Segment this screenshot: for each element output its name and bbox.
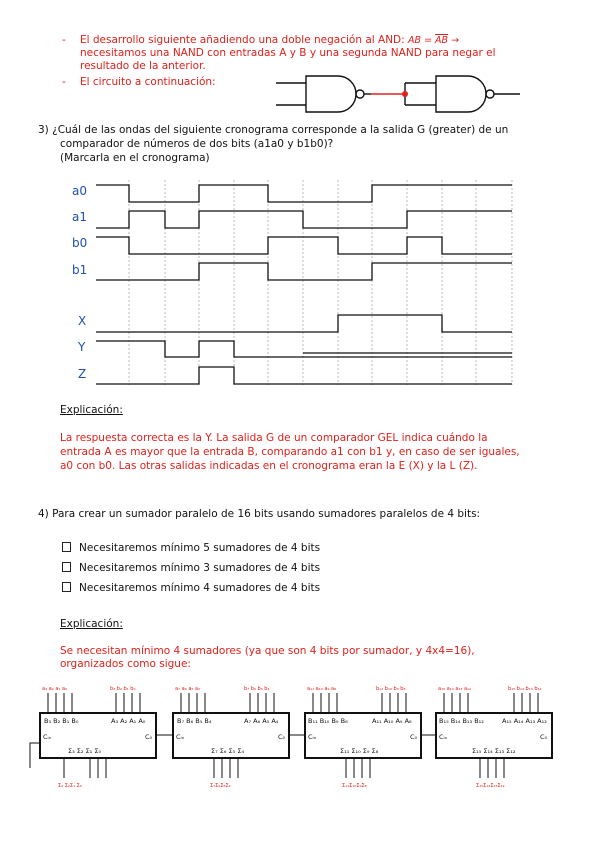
- svg-text:b₁₁ b₁₀ b₉ b₈: b₁₁ b₁₀ b₉ b₈: [376, 686, 406, 692]
- svg-text:a₁₁ a₁₀ a₉ a₈: a₁₁ a₁₀ a₉ a₈: [307, 686, 337, 692]
- q3-explanation: [60, 431, 520, 473]
- svg-text:Σ₇Σ₆Σ₅Σ₄: Σ₇Σ₆Σ₅Σ₄: [210, 783, 231, 789]
- adders-diagram: [28, 683, 558, 795]
- q4-text: 4) Para crear un sumador paralelo de 16 bits usando sumadores paralelos de 4 bits:: [38, 508, 481, 520]
- q3-explanation-title: Explicación:: [60, 404, 123, 416]
- timing-diagram: [60, 175, 520, 390]
- adder-4-cout: C₀: [540, 733, 548, 741]
- adder-2-cin: Cᵢₙ: [176, 733, 185, 741]
- adder-3-cin: Cᵢₙ: [308, 733, 317, 741]
- option-1[interactable]: [62, 542, 320, 554]
- q3-line2: comparador de números de dos bits (a1a0 y b1b0)?: [60, 138, 334, 150]
- dash-bullet-2: -: [62, 76, 66, 88]
- wave-z: [96, 367, 338, 384]
- wave-a1: [96, 211, 512, 228]
- option-3-label: Necesitaremos mínimo 4 sumadores de 4 bits: [79, 582, 321, 594]
- q3-exp-line2: entrada A es mayor que la entrada B, comparando a1 con b1 y, en caso de ser iguales,: [60, 446, 520, 458]
- dash-bullet: -: [62, 34, 66, 46]
- adder-3-b-inputs: B₁₁ B₁₀ B₉ B₈: [308, 717, 348, 725]
- checkbox-option-3[interactable]: [62, 582, 71, 592]
- wave-label-z: Z: [78, 367, 87, 381]
- svg-text:Σ₁₅Σ₁₄Σ₁₃Σ₁₂: Σ₁₅Σ₁₄Σ₁₃Σ₁₂: [476, 783, 505, 789]
- bullet2-text: El circuito a continuación:: [80, 76, 216, 88]
- wave-y-low: [96, 341, 303, 357]
- adder-4-b-inputs: B₁₅ B₁₄ B₁₃ B₁₂: [439, 717, 484, 725]
- adder-1-b-inputs: B₃ B₂ B₁ B₀: [44, 717, 79, 725]
- q4-explanation: [60, 645, 475, 671]
- svg-text:a₇ a₆ a₅ a₄: a₇ a₆ a₅ a₄: [175, 686, 201, 692]
- adder-1-a-inputs: A₃ A₂ A₁ A₀: [111, 717, 146, 725]
- adder-4-cin: Cᵢₙ: [439, 733, 448, 741]
- adder-2-a-inputs: A₇ A₆ A₅ A₄: [244, 717, 279, 725]
- bullet1-text: [80, 34, 496, 73]
- q4-explanation-title: Explicación:: [60, 618, 123, 630]
- svg-text:b₇ b₆ b₅ b₄: b₇ b₆ b₅ b₄: [244, 686, 270, 692]
- wave-x: [96, 315, 512, 332]
- wave-label-b1: b1: [72, 263, 88, 277]
- adder-2-cout: C₀: [278, 733, 286, 741]
- formula: AB = AB →: [408, 35, 460, 46]
- wave-b1: [96, 263, 512, 280]
- svg-text:Σ₃ Σ₂Σ₁ Σ₀: Σ₃ Σ₂Σ₁ Σ₀: [58, 783, 82, 789]
- checkbox-option-2[interactable]: [62, 562, 71, 572]
- wave-label-y: Y: [78, 340, 86, 354]
- adder-1-cin: Cᵢₙ: [43, 733, 52, 741]
- q3-exp-line1: La respuesta correcta es la Y. La salida G de un comparador GEL indica cuándo la: [60, 432, 488, 444]
- svg-text:Σ₁₁Σ₁₀Σ₉Σ₈: Σ₁₁Σ₁₀Σ₉Σ₈: [342, 783, 367, 789]
- adder-3-sums: Σ₁₁ Σ₁₀ Σ₉ Σ₈: [340, 747, 379, 755]
- adder-4-a-inputs: A₁₅ A₁₄ A₁₃ A₁₂: [502, 717, 547, 725]
- adder-3-cout: C₀: [410, 733, 418, 741]
- bullet1-line2: necesitamos una NAND con entradas A y B y una segunda NAND para negar el: [80, 47, 496, 59]
- q3-text: [38, 123, 508, 165]
- adder-2-b-inputs: B₇ B₆ B₅ B₄: [177, 717, 212, 725]
- q4-exp-line2: organizados como sigue:: [60, 658, 191, 670]
- svg-text:a₃ a₂ a₁ a₀: a₃ a₂ a₁ a₀: [42, 686, 68, 692]
- wave-b0: [96, 237, 512, 254]
- wave-label-x: X: [78, 314, 87, 328]
- q3-exp-line3: a0 con b0. Las otras salidas indicadas en el cronograma eran la E (X) y la L (Z).: [60, 460, 478, 472]
- adder-1-sums: Σ₃ Σ₂ Σ₁ Σ₀: [68, 747, 102, 755]
- wave-a0: [96, 185, 512, 202]
- wave-label-a1: a1: [72, 210, 87, 224]
- nand-circuit: [276, 74, 522, 114]
- option-2[interactable]: [62, 562, 320, 574]
- wave-label-b0: b0: [72, 236, 88, 250]
- option-1-label: Necesitaremos mínimo 5 sumadores de 4 bits: [79, 542, 321, 554]
- q4-exp-line1: Se necesitan mínimo 4 sumadores (ya que son 4 bits por sumador, y 4x4=16),: [60, 645, 475, 657]
- q3-line3: (Marcarla en el cronograma): [60, 152, 210, 164]
- adder-4-sums: Σ₁₅ Σ₁₄ Σ₁₃ Σ₁₂: [472, 747, 516, 755]
- bullet1-line3: resultado de la anterior.: [80, 60, 206, 72]
- svg-text:a₁₅ a₁₄ a₁₃ a₁₂: a₁₅ a₁₄ a₁₃ a₁₂: [438, 686, 472, 692]
- option-2-label: Necesitaremos mínimo 3 sumadores de 4 bits: [79, 562, 321, 574]
- option-3[interactable]: [62, 582, 320, 594]
- adder-3-a-inputs: A₁₁ A₁₀ A₉ A₈: [372, 717, 412, 725]
- adder-1-cout: C₀: [145, 733, 153, 741]
- q3-line1: 3) ¿Cuál de las ondas del siguiente cronograma corresponde a la salida G (greater) de un: [38, 124, 509, 136]
- checkbox-option-1[interactable]: [62, 542, 71, 552]
- svg-text:b₃ b₂ b₁ b₀: b₃ b₂ b₁ b₀: [110, 686, 136, 692]
- bullet1-line1: El desarrollo siguiente añadiendo una doble negación al AND:: [80, 34, 405, 46]
- svg-text:b₁₅ b₁₄ b₁₃ b₁₂: b₁₅ b₁₄ b₁₃ b₁₂: [508, 686, 542, 692]
- wave-label-a0: a0: [72, 184, 87, 198]
- adder-2-sums: Σ₇ Σ₆ Σ₅ Σ₄: [211, 747, 245, 755]
